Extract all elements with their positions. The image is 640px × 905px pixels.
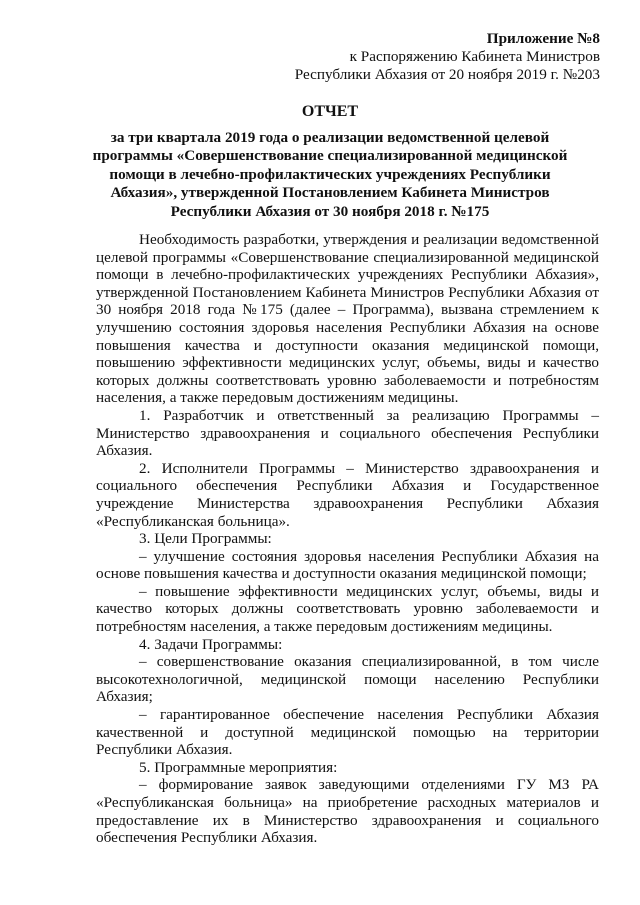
report-subtitle: за три квартала 2019 года о реализации ведомственной целевой программы «Совершенствование специализированной медицинской помощи в лечебно-профилактических учреждениях Республики Абхазия», утвержденной Постановлением Кабинета Министров Республики Абхазия от 30 ноября 2018 г. №175: [92, 129, 568, 220]
appendix-line-1: к Распоряжению Кабинета Министров: [349, 48, 600, 65]
report-title: ОТЧЕТ: [301, 103, 359, 120]
goal-item-1: – улучшение состояния здоровья населения Республики Абхазия на основе повышения качества и доступности оказания медицинской помощи;: [96, 547, 599, 583]
appendix-line-2: Республики Абхазия от 20 ноября 2019 г. №203: [294, 66, 600, 83]
paragraph-developer: 1. Разработчик и ответственный за реализацию Программы – Министерство здравоохранения и социального обеспечения Республики Абхазия.: [96, 406, 599, 460]
task-item-2: – гарантированное обеспечение населения Республики Абхазия качественной и доступной медицинской помощью на территории Республики Абхазия.: [96, 706, 599, 759]
paragraph-goals-heading: 3. Цели Программы:: [139, 530, 272, 548]
paragraph-executors: 2. Исполнители Программы – Министерство здравоохранения и социального обеспечения Республики Абхазия и Государственное учреждение Министерства здравоохранения Республики Абхазия «Республиканская больница».: [96, 459, 599, 530]
paragraph-intro: Необходимость разработки, утверждения и реализации ведомственной целевой программы «Совершенствование специализированной медицинской помощи в лечебно-профилактических учреждениях Республики Абхазия», утвержденной Постановлением Кабинета Министров Республики Абхазия от 30 ноября 2018 года №175 (далее – Программа), вызвана стремлением к улучшению состояния здоровья населения Республики Абхазия на основе повышения качества и доступности оказания медицинской помощи, повышению эффективности медицинских услуг, объемы, виды и качество которых должны соответствовать уровню заболеваемости и потребностям населения, а также передовым достижениям медицины.: [96, 231, 599, 407]
task-item-1: – совершенствование оказания специализированной, в том числе высокотехнологичной, медицинской помощи населению Республики Абхазия;: [96, 653, 599, 706]
report-body: [96, 231, 599, 847]
activity-item-1: – формирование заявок заведующими отделениями ГУ МЗ РА «Республиканская больница» на приобретение расходных материалов и предоставление их в Министерство здравоохранения и социального обеспечения Республики Абхазия.: [96, 776, 599, 847]
goal-item-2: – повышение эффективности медицинских услуг, объемы, виды и качество которых должны соответствовать уровню заболеваемости и потребностям населения, а также передовым достижениям медицины.: [96, 582, 599, 636]
paragraph-tasks-heading: 4. Задачи Программы:: [139, 635, 283, 653]
appendix-header: [220, 30, 600, 84]
paragraph-activities-heading: 5. Программные мероприятия:: [139, 758, 338, 776]
appendix-number: Приложение №8: [486, 30, 600, 47]
